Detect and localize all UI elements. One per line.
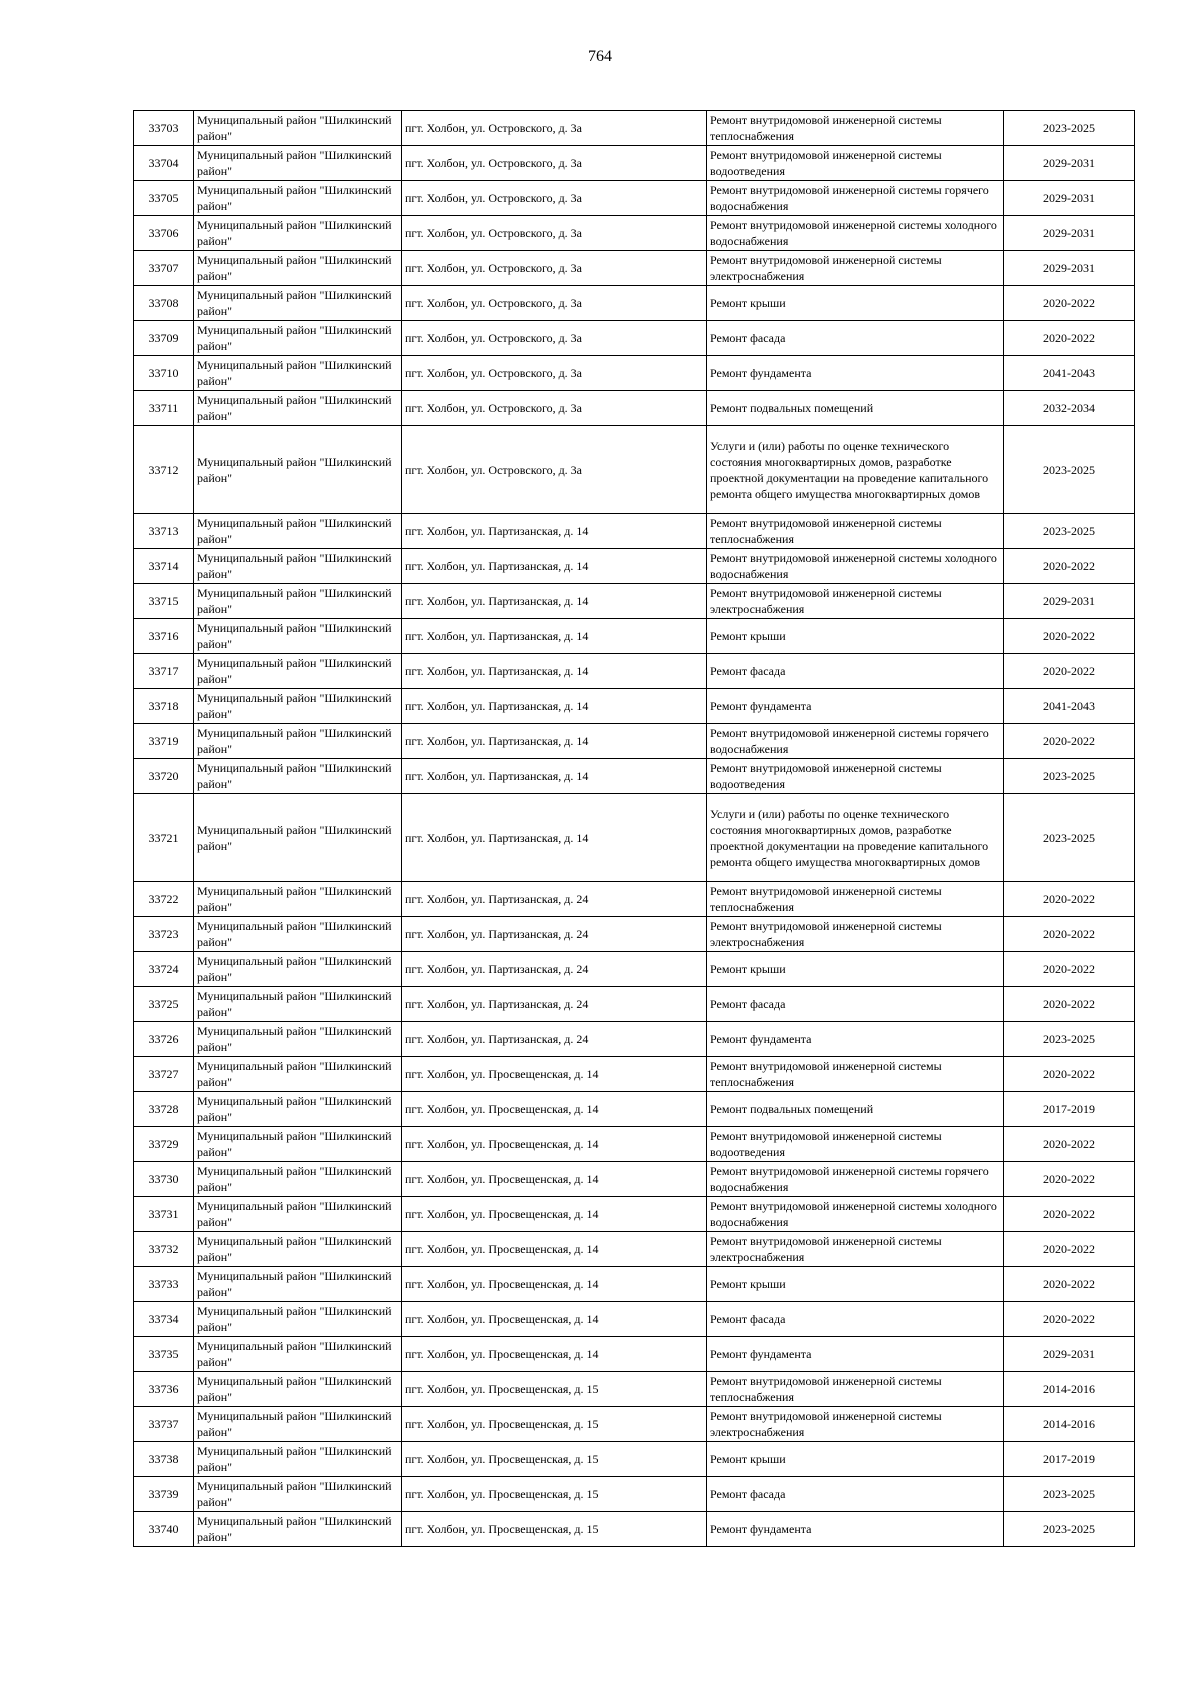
period-cell: 2020-2022 bbox=[1004, 1232, 1135, 1267]
table-row bbox=[134, 759, 1135, 794]
municipality-cell: Муниципальный район "Шилкинский район" bbox=[194, 1022, 402, 1057]
page-number: 764 bbox=[588, 48, 612, 65]
row-number: 33721 bbox=[134, 794, 194, 882]
address-cell: пгт. Холбон, ул. Партизанская, д. 14 bbox=[402, 514, 707, 549]
address-cell: пгт. Холбон, ул. Партизанская, д. 14 bbox=[402, 584, 707, 619]
table-row bbox=[134, 1302, 1135, 1337]
address-cell: пгт. Холбон, ул. Партизанская, д. 14 bbox=[402, 619, 707, 654]
address-cell: пгт. Холбон, ул. Просвещенская, д. 14 bbox=[402, 1337, 707, 1372]
period-cell: 2020-2022 bbox=[1004, 987, 1135, 1022]
table-row bbox=[134, 619, 1135, 654]
row-number: 33708 bbox=[134, 286, 194, 321]
row-number: 33711 bbox=[134, 391, 194, 426]
work-type-cell: Ремонт фасада bbox=[707, 987, 1004, 1022]
period-cell: 2023-2025 bbox=[1004, 1477, 1135, 1512]
period-cell: 2023-2025 bbox=[1004, 794, 1135, 882]
address-cell: пгт. Холбон, ул. Просвещенская, д. 14 bbox=[402, 1232, 707, 1267]
address-cell: пгт. Холбон, ул. Островского, д. 3а bbox=[402, 146, 707, 181]
period-cell: 2014-2016 bbox=[1004, 1407, 1135, 1442]
work-type-cell: Ремонт внутридомовой инженерной системы теплоснабжения bbox=[707, 514, 1004, 549]
municipality-cell: Муниципальный район "Шилкинский район" bbox=[194, 1162, 402, 1197]
period-cell: 2023-2025 bbox=[1004, 426, 1135, 514]
address-cell: пгт. Холбон, ул. Партизанская, д. 24 bbox=[402, 1022, 707, 1057]
row-number: 33731 bbox=[134, 1197, 194, 1232]
work-type-cell: Ремонт крыши bbox=[707, 619, 1004, 654]
work-type-cell: Ремонт крыши bbox=[707, 952, 1004, 987]
row-number: 33730 bbox=[134, 1162, 194, 1197]
municipality-cell: Муниципальный район "Шилкинский район" bbox=[194, 1337, 402, 1372]
municipality-cell: Муниципальный район "Шилкинский район" bbox=[194, 1127, 402, 1162]
table-row bbox=[134, 1057, 1135, 1092]
row-number: 33738 bbox=[134, 1442, 194, 1477]
work-type-cell: Ремонт фасада bbox=[707, 654, 1004, 689]
work-type-cell: Ремонт крыши bbox=[707, 286, 1004, 321]
address-cell: пгт. Холбон, ул. Островского, д. 3а bbox=[402, 181, 707, 216]
address-cell: пгт. Холбон, ул. Партизанская, д. 24 bbox=[402, 987, 707, 1022]
address-cell: пгт. Холбон, ул. Просвещенская, д. 14 bbox=[402, 1302, 707, 1337]
row-number: 33715 bbox=[134, 584, 194, 619]
work-type-cell: Услуги и (или) работы по оценке технического состояния многоквартирных домов, разработке проектной документации на проведение капитального ремонта общего имущества многоквартирных домов bbox=[707, 426, 1004, 514]
work-type-cell: Ремонт внутридомовой инженерной системы холодного водоснабжения bbox=[707, 549, 1004, 584]
period-cell: 2020-2022 bbox=[1004, 882, 1135, 917]
period-cell: 2020-2022 bbox=[1004, 952, 1135, 987]
work-type-cell: Ремонт внутридомовой инженерной системы холодного водоснабжения bbox=[707, 1197, 1004, 1232]
work-type-cell: Ремонт внутридомовой инженерной системы электроснабжения bbox=[707, 1232, 1004, 1267]
row-number: 33717 bbox=[134, 654, 194, 689]
table-row bbox=[134, 251, 1135, 286]
address-cell: пгт. Холбон, ул. Просвещенская, д. 15 bbox=[402, 1372, 707, 1407]
table-row bbox=[134, 917, 1135, 952]
address-cell: пгт. Холбон, ул. Партизанская, д. 14 bbox=[402, 724, 707, 759]
row-number: 33728 bbox=[134, 1092, 194, 1127]
work-type-cell: Ремонт внутридомовой инженерной системы теплоснабжения bbox=[707, 1372, 1004, 1407]
address-cell: пгт. Холбон, ул. Партизанская, д. 24 bbox=[402, 917, 707, 952]
period-cell: 2023-2025 bbox=[1004, 1022, 1135, 1057]
period-cell: 2023-2025 bbox=[1004, 1512, 1135, 1547]
row-number: 33719 bbox=[134, 724, 194, 759]
row-number: 33716 bbox=[134, 619, 194, 654]
row-number: 33722 bbox=[134, 882, 194, 917]
row-number: 33703 bbox=[134, 111, 194, 146]
municipality-cell: Муниципальный район "Шилкинский район" bbox=[194, 1407, 402, 1442]
row-number: 33740 bbox=[134, 1512, 194, 1547]
row-number: 33739 bbox=[134, 1477, 194, 1512]
address-cell: пгт. Холбон, ул. Партизанская, д. 14 bbox=[402, 549, 707, 584]
municipality-cell: Муниципальный район "Шилкинский район" bbox=[194, 356, 402, 391]
table-row bbox=[134, 1022, 1135, 1057]
work-type-cell: Ремонт фундамента bbox=[707, 1022, 1004, 1057]
work-type-cell: Ремонт подвальных помещений bbox=[707, 1092, 1004, 1127]
row-number: 33720 bbox=[134, 759, 194, 794]
row-number: 33712 bbox=[134, 426, 194, 514]
row-number: 33729 bbox=[134, 1127, 194, 1162]
table-row bbox=[134, 1232, 1135, 1267]
address-cell: пгт. Холбон, ул. Островского, д. 3а bbox=[402, 216, 707, 251]
row-number: 33704 bbox=[134, 146, 194, 181]
municipality-cell: Муниципальный район "Шилкинский район" bbox=[194, 321, 402, 356]
row-number: 33737 bbox=[134, 1407, 194, 1442]
work-type-cell: Услуги и (или) работы по оценке технического состояния многоквартирных домов, разработке проектной документации на проведение капитального ремонта общего имущества многоквартирных домов bbox=[707, 794, 1004, 882]
period-cell: 2020-2022 bbox=[1004, 1302, 1135, 1337]
municipality-cell: Муниципальный район "Шилкинский район" bbox=[194, 584, 402, 619]
municipality-cell: Муниципальный район "Шилкинский район" bbox=[194, 689, 402, 724]
table-row bbox=[134, 391, 1135, 426]
row-number: 33727 bbox=[134, 1057, 194, 1092]
period-cell: 2041-2043 bbox=[1004, 689, 1135, 724]
municipality-cell: Муниципальный район "Шилкинский район" bbox=[194, 794, 402, 882]
municipality-cell: Муниципальный район "Шилкинский район" bbox=[194, 987, 402, 1022]
table-row bbox=[134, 1337, 1135, 1372]
period-cell: 2029-2031 bbox=[1004, 146, 1135, 181]
address-cell: пгт. Холбон, ул. Островского, д. 3а bbox=[402, 356, 707, 391]
work-type-cell: Ремонт подвальных помещений bbox=[707, 391, 1004, 426]
period-cell: 2017-2019 bbox=[1004, 1092, 1135, 1127]
period-cell: 2020-2022 bbox=[1004, 724, 1135, 759]
work-type-cell: Ремонт крыши bbox=[707, 1442, 1004, 1477]
period-cell: 2020-2022 bbox=[1004, 619, 1135, 654]
table-row bbox=[134, 1197, 1135, 1232]
table-row bbox=[134, 952, 1135, 987]
municipality-cell: Муниципальный район "Шилкинский район" bbox=[194, 549, 402, 584]
table-row bbox=[134, 549, 1135, 584]
period-cell: 2020-2022 bbox=[1004, 654, 1135, 689]
work-type-cell: Ремонт фасада bbox=[707, 1302, 1004, 1337]
work-type-cell: Ремонт фасада bbox=[707, 321, 1004, 356]
work-type-cell: Ремонт внутридомовой инженерной системы водоотведения bbox=[707, 1127, 1004, 1162]
period-cell: 2020-2022 bbox=[1004, 321, 1135, 356]
table-row bbox=[134, 1512, 1135, 1547]
period-cell: 2020-2022 bbox=[1004, 917, 1135, 952]
period-cell: 2023-2025 bbox=[1004, 759, 1135, 794]
table-row bbox=[134, 321, 1135, 356]
period-cell: 2041-2043 bbox=[1004, 356, 1135, 391]
municipality-cell: Муниципальный район "Шилкинский район" bbox=[194, 514, 402, 549]
row-number: 33732 bbox=[134, 1232, 194, 1267]
address-cell: пгт. Холбон, ул. Островского, д. 3а bbox=[402, 251, 707, 286]
address-cell: пгт. Холбон, ул. Просвещенская, д. 15 bbox=[402, 1512, 707, 1547]
municipality-cell: Муниципальный район "Шилкинский район" bbox=[194, 1442, 402, 1477]
municipality-cell: Муниципальный район "Шилкинский район" bbox=[194, 251, 402, 286]
row-number: 33735 bbox=[134, 1337, 194, 1372]
municipality-cell: Муниципальный район "Шилкинский район" bbox=[194, 216, 402, 251]
work-type-cell: Ремонт внутридомовой инженерной системы теплоснабжения bbox=[707, 882, 1004, 917]
row-number: 33736 bbox=[134, 1372, 194, 1407]
table-body bbox=[134, 111, 1135, 1547]
row-number: 33710 bbox=[134, 356, 194, 391]
address-cell: пгт. Холбон, ул. Партизанская, д. 14 bbox=[402, 759, 707, 794]
table-row bbox=[134, 724, 1135, 759]
address-cell: пгт. Холбон, ул. Просвещенская, д. 14 bbox=[402, 1267, 707, 1302]
table-row bbox=[134, 1092, 1135, 1127]
address-cell: пгт. Холбон, ул. Партизанская, д. 14 bbox=[402, 689, 707, 724]
table-row bbox=[134, 146, 1135, 181]
period-cell: 2020-2022 bbox=[1004, 286, 1135, 321]
table-row bbox=[134, 1127, 1135, 1162]
row-number: 33725 bbox=[134, 987, 194, 1022]
municipality-cell: Муниципальный район "Шилкинский район" bbox=[194, 759, 402, 794]
period-cell: 2029-2031 bbox=[1004, 181, 1135, 216]
work-type-cell: Ремонт внутридомовой инженерной системы электроснабжения bbox=[707, 251, 1004, 286]
table-row bbox=[134, 1372, 1135, 1407]
municipality-cell: Муниципальный район "Шилкинский район" bbox=[194, 286, 402, 321]
municipality-cell: Муниципальный район "Шилкинский район" bbox=[194, 952, 402, 987]
row-number: 33706 bbox=[134, 216, 194, 251]
work-type-cell: Ремонт внутридомовой инженерной системы водоотведения bbox=[707, 146, 1004, 181]
work-type-cell: Ремонт внутридомовой инженерной системы электроснабжения bbox=[707, 1407, 1004, 1442]
table-row bbox=[134, 181, 1135, 216]
address-cell: пгт. Холбон, ул. Просвещенская, д. 14 bbox=[402, 1162, 707, 1197]
municipality-cell: Муниципальный район "Шилкинский район" bbox=[194, 1197, 402, 1232]
municipality-cell: Муниципальный район "Шилкинский район" bbox=[194, 654, 402, 689]
table-row bbox=[134, 216, 1135, 251]
municipality-cell: Муниципальный район "Шилкинский район" bbox=[194, 1512, 402, 1547]
table-row bbox=[134, 1477, 1135, 1512]
row-number: 33714 bbox=[134, 549, 194, 584]
municipality-cell: Муниципальный район "Шилкинский район" bbox=[194, 1232, 402, 1267]
municipality-cell: Муниципальный район "Шилкинский район" bbox=[194, 1267, 402, 1302]
address-cell: пгт. Холбон, ул. Просвещенская, д. 15 bbox=[402, 1407, 707, 1442]
address-cell: пгт. Холбон, ул. Партизанская, д. 14 bbox=[402, 794, 707, 882]
municipality-cell: Муниципальный район "Шилкинский район" bbox=[194, 917, 402, 952]
table-row bbox=[134, 1407, 1135, 1442]
period-cell: 2020-2022 bbox=[1004, 1267, 1135, 1302]
municipality-cell: Муниципальный район "Шилкинский район" bbox=[194, 724, 402, 759]
municipality-cell: Муниципальный район "Шилкинский район" bbox=[194, 111, 402, 146]
period-cell: 2029-2031 bbox=[1004, 216, 1135, 251]
table-row bbox=[134, 584, 1135, 619]
municipality-cell: Муниципальный район "Шилкинский район" bbox=[194, 146, 402, 181]
row-number: 33733 bbox=[134, 1267, 194, 1302]
period-cell: 2020-2022 bbox=[1004, 1127, 1135, 1162]
municipality-cell: Муниципальный район "Шилкинский район" bbox=[194, 1057, 402, 1092]
row-number: 33713 bbox=[134, 514, 194, 549]
table-row bbox=[134, 654, 1135, 689]
period-cell: 2020-2022 bbox=[1004, 1057, 1135, 1092]
address-cell: пгт. Холбон, ул. Островского, д. 3а bbox=[402, 286, 707, 321]
work-type-cell: Ремонт внутридомовой инженерной системы электроснабжения bbox=[707, 584, 1004, 619]
period-cell: 2017-2019 bbox=[1004, 1442, 1135, 1477]
address-cell: пгт. Холбон, ул. Партизанская, д. 24 bbox=[402, 882, 707, 917]
period-cell: 2032-2034 bbox=[1004, 391, 1135, 426]
row-number: 33726 bbox=[134, 1022, 194, 1057]
row-number: 33709 bbox=[134, 321, 194, 356]
row-number: 33718 bbox=[134, 689, 194, 724]
work-type-cell: Ремонт крыши bbox=[707, 1267, 1004, 1302]
row-number: 33705 bbox=[134, 181, 194, 216]
municipality-cell: Муниципальный район "Шилкинский район" bbox=[194, 1372, 402, 1407]
period-cell: 2020-2022 bbox=[1004, 549, 1135, 584]
table-row bbox=[134, 1267, 1135, 1302]
address-cell: пгт. Холбон, ул. Островского, д. 3а bbox=[402, 111, 707, 146]
period-cell: 2029-2031 bbox=[1004, 251, 1135, 286]
table-row bbox=[134, 286, 1135, 321]
work-type-cell: Ремонт внутридомовой инженерной системы теплоснабжения bbox=[707, 111, 1004, 146]
period-cell: 2023-2025 bbox=[1004, 514, 1135, 549]
address-cell: пгт. Холбон, ул. Островского, д. 3а bbox=[402, 321, 707, 356]
repair-schedule-table bbox=[133, 110, 1135, 1547]
work-type-cell: Ремонт фундамента bbox=[707, 1337, 1004, 1372]
address-cell: пгт. Холбон, ул. Островского, д. 3а bbox=[402, 426, 707, 514]
address-cell: пгт. Холбон, ул. Просвещенская, д. 15 bbox=[402, 1442, 707, 1477]
table-row bbox=[134, 111, 1135, 146]
address-cell: пгт. Холбон, ул. Партизанская, д. 24 bbox=[402, 952, 707, 987]
municipality-cell: Муниципальный район "Шилкинский район" bbox=[194, 1092, 402, 1127]
municipality-cell: Муниципальный район "Шилкинский район" bbox=[194, 426, 402, 514]
municipality-cell: Муниципальный район "Шилкинский район" bbox=[194, 1477, 402, 1512]
table-row bbox=[134, 426, 1135, 514]
table-row bbox=[134, 514, 1135, 549]
address-cell: пгт. Холбон, ул. Просвещенская, д. 14 bbox=[402, 1197, 707, 1232]
period-cell: 2020-2022 bbox=[1004, 1197, 1135, 1232]
work-type-cell: Ремонт фундамента bbox=[707, 1512, 1004, 1547]
period-cell: 2029-2031 bbox=[1004, 584, 1135, 619]
work-type-cell: Ремонт фасада bbox=[707, 1477, 1004, 1512]
period-cell: 2023-2025 bbox=[1004, 111, 1135, 146]
table-row bbox=[134, 356, 1135, 391]
municipality-cell: Муниципальный район "Шилкинский район" bbox=[194, 1302, 402, 1337]
address-cell: пгт. Холбон, ул. Островского, д. 3а bbox=[402, 391, 707, 426]
row-number: 33707 bbox=[134, 251, 194, 286]
address-cell: пгт. Холбон, ул. Просвещенская, д. 14 bbox=[402, 1057, 707, 1092]
address-cell: пгт. Холбон, ул. Партизанская, д. 14 bbox=[402, 654, 707, 689]
municipality-cell: Муниципальный район "Шилкинский район" bbox=[194, 619, 402, 654]
municipality-cell: Муниципальный район "Шилкинский район" bbox=[194, 391, 402, 426]
address-cell: пгт. Холбон, ул. Просвещенская, д. 14 bbox=[402, 1092, 707, 1127]
address-cell: пгт. Холбон, ул. Просвещенская, д. 15 bbox=[402, 1477, 707, 1512]
table-row bbox=[134, 1162, 1135, 1197]
row-number: 33724 bbox=[134, 952, 194, 987]
work-type-cell: Ремонт внутридомовой инженерной системы водоотведения bbox=[707, 759, 1004, 794]
work-type-cell: Ремонт внутридомовой инженерной системы горячего водоснабжения bbox=[707, 724, 1004, 759]
municipality-cell: Муниципальный район "Шилкинский район" bbox=[194, 181, 402, 216]
period-cell: 2020-2022 bbox=[1004, 1162, 1135, 1197]
work-type-cell: Ремонт внутридомовой инженерной системы холодного водоснабжения bbox=[707, 216, 1004, 251]
row-number: 33723 bbox=[134, 917, 194, 952]
period-cell: 2029-2031 bbox=[1004, 1337, 1135, 1372]
row-number: 33734 bbox=[134, 1302, 194, 1337]
work-type-cell: Ремонт внутридомовой инженерной системы теплоснабжения bbox=[707, 1057, 1004, 1092]
work-type-cell: Ремонт внутридомовой инженерной системы горячего водоснабжения bbox=[707, 181, 1004, 216]
table-row bbox=[134, 882, 1135, 917]
municipality-cell: Муниципальный район "Шилкинский район" bbox=[194, 882, 402, 917]
work-type-cell: Ремонт внутридомовой инженерной системы электроснабжения bbox=[707, 917, 1004, 952]
table-row bbox=[134, 987, 1135, 1022]
work-type-cell: Ремонт фундамента bbox=[707, 689, 1004, 724]
table-row bbox=[134, 689, 1135, 724]
work-type-cell: Ремонт внутридомовой инженерной системы горячего водоснабжения bbox=[707, 1162, 1004, 1197]
table-row bbox=[134, 794, 1135, 882]
table-row bbox=[134, 1442, 1135, 1477]
period-cell: 2014-2016 bbox=[1004, 1372, 1135, 1407]
address-cell: пгт. Холбон, ул. Просвещенская, д. 14 bbox=[402, 1127, 707, 1162]
work-type-cell: Ремонт фундамента bbox=[707, 356, 1004, 391]
